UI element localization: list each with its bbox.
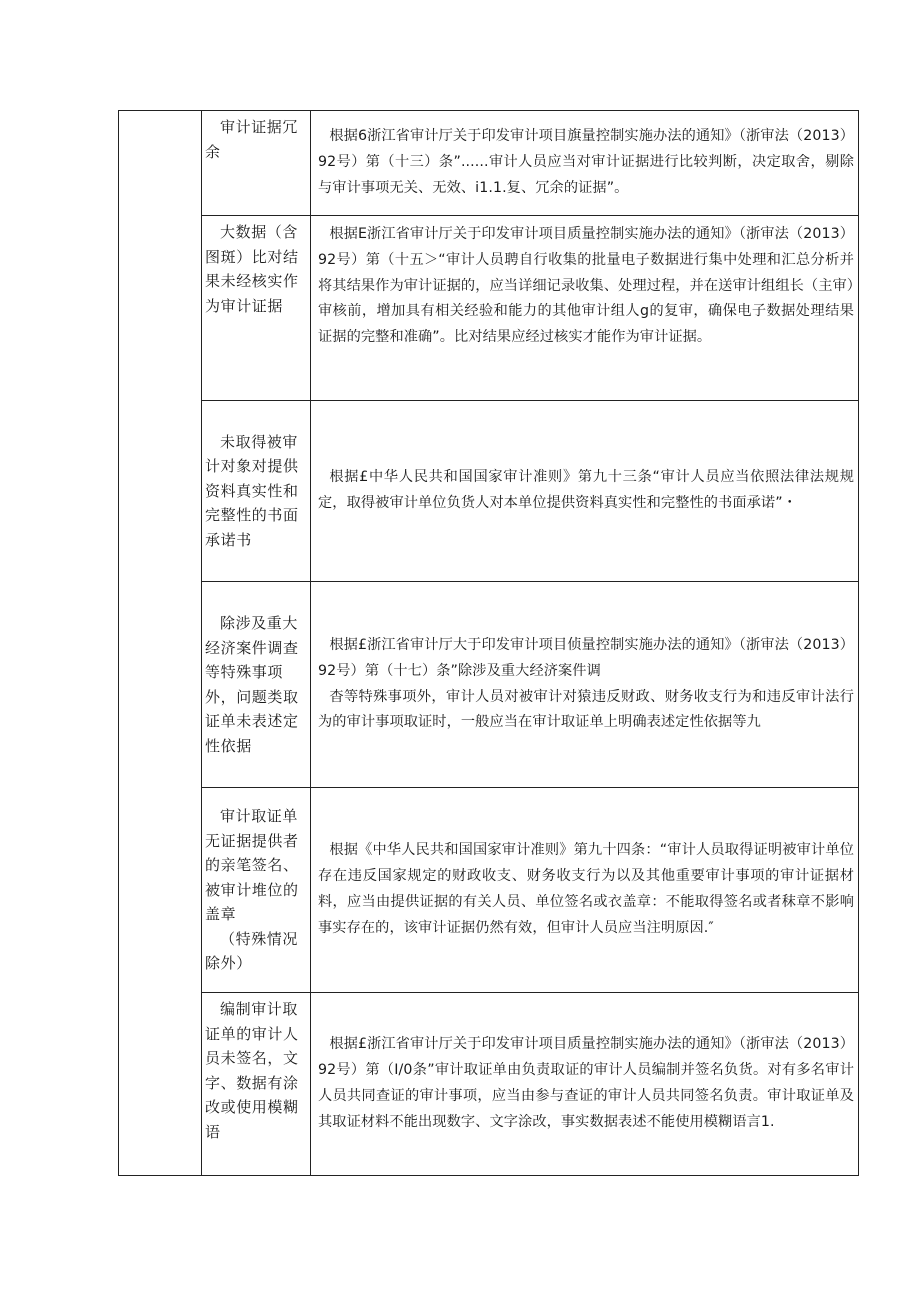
issue-cell [202,216,311,401]
issue-cell [202,788,311,993]
table-row [119,582,859,788]
basis-text: 根据E浙江省审计厅关于印发审计项目质量控制实施办法的通知》（浙审法（2013）92号）第（十五＞“审计人员聘自行收集的批量电子数据进行集中处理和汇总分析并将其结果作为审计证据的，应当详细记录收集、处理过程，并在送审计组组长（主审）审核前，增加具有相关经验和能力的其他审计组人g的复审，确保电子数据处理结果证据的完整和准确”。比对结果应经过核实才能作为审计证据。 [318,226,854,346]
issue-text: 大数据（含图斑）比对结果未经核实作为审计证据 [205,223,299,315]
issue-text: 编制审计取证单的审计人员未签名，文字、数据有涂改或使用模糊语 [205,1000,299,1141]
issue-cell [202,401,311,582]
audit-issues-table [118,110,859,1176]
category-column-blank [119,111,202,1176]
table-row [119,111,859,216]
issue-cell [202,582,311,788]
issue-cell [202,111,311,216]
issue-text: 未取得被审计对象对提供资料真实性和完整性的书面承诺书 [205,432,299,549]
basis-cell [311,582,859,788]
basis-text: 根据£浙江省审计厅关于印发审计项目质量控制实施办法的通知》（浙审法（2013）92号）第（I/0条”审计取证单由负责取证的审计人员编制并签名负货。对有多名审计人员共同查证的审计事项，应当由参与查证的审计人员共同签名负责。审计取证单及其取证材料不能出现数字、文字涂改，事实数据表述不能使用模糊语言1. [318,1036,854,1130]
table-row [119,401,859,582]
table-row [119,993,859,1176]
basis-cell [311,993,859,1176]
basis-cell [311,111,859,216]
basis-text: 根据《中华人民共和国国家审计准则》第九十四条：“审计人员取得证明被审计单位存在违反国家规定的财政收支、财务收支行为以及其他重要审计事项的审计证据材料，应当由提供证据的有关人员、单位签名或衣盖章：不能取得签名或者秣章不影响事实存在的，该审计证据仍然有效，但审计人员应当注明原因.″ [318,842,854,936]
basis-cell [311,788,859,993]
issue-cell [202,993,311,1176]
basis-cell [311,401,859,582]
basis-text: 根据6浙江省审计厅关于印发审计项目旗量控制实施办法的通知》（浙审法（2013）92号）第（十三）条”......审计人员应当对审计证据进行比较判断，决定取舍，剔除与审计事项无关、无效、i1.1.复、冗余的证据”。 [318,128,854,196]
table-row [119,788,859,993]
basis-cell [311,216,859,401]
issue-text: 审计证据冗余 [205,118,299,161]
issue-note: （特殊情况除外） [205,929,299,973]
table-row [119,216,859,401]
basis-text-continued: 杳等特殊事项外，审计人员对被审计对猿违反财政、财务收支行为和违反审计法行为的审计事项取证时，一般应当在审计取证单上明确表述定性依据等九 [318,688,854,731]
issue-text: 审计取证单无证据提供者的亲笔签名、被审计堆位的盖章 [205,807,299,924]
basis-text: 根据£中华人民共和国国家审计准则》第九十三条“审计人员应当依照法律法规规定，取得被审计单位负货人对本单位提供资料真实性和完整性的书面承诺”・ [318,469,854,511]
issue-text: 除涉及重大经济案件调查等特殊事项外，问题类取证单未表述定性依据 [205,614,299,755]
basis-text: 根据£浙江省审计厅大于印发审计项目侦量控制实施办法的通知》（浙审法（2013）92号）第（十七）条”除涉及重大经济案件调 [318,636,854,679]
